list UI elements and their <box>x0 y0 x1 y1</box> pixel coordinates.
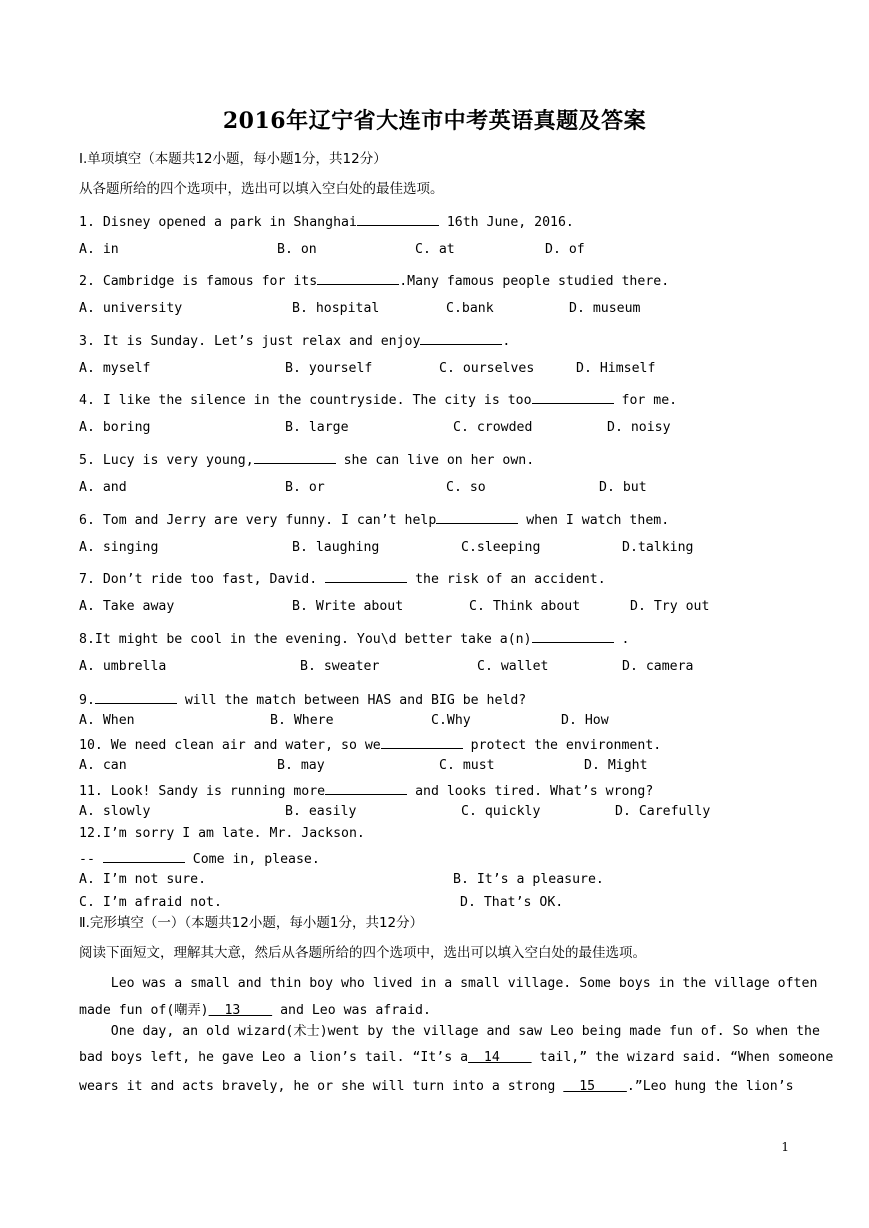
question-4 <box>79 389 677 410</box>
question-text: .Many famous people studied there. <box>399 274 670 289</box>
answer-blank[interactable] <box>381 734 463 749</box>
question-10-option-c[interactable]: C. must <box>439 758 495 773</box>
answer-blank[interactable] <box>95 689 177 704</box>
question-10-option-a[interactable]: A. can <box>79 758 127 773</box>
question-text: 8.It might be cool in the evening. You\d better take a(n) <box>79 632 532 647</box>
question-text: for me. <box>613 393 678 408</box>
q12-dash: -- <box>79 852 103 867</box>
answer-blank[interactable] <box>254 449 336 464</box>
question-11-option-b[interactable]: B. easily <box>285 804 357 819</box>
question-3-option-d[interactable]: D. Himself <box>576 361 656 376</box>
section2-instruction: 阅读下面短文，理解其大意，然后从各题所给的四个选项中，选出可以填入空白处的最佳选项。 <box>79 945 646 961</box>
question-text: 9. <box>79 693 95 708</box>
question-text: will the match between HAS and BIG be held? <box>176 693 527 708</box>
question-text: 4. I like the silence in the countryside. The city is too <box>79 393 532 408</box>
section1-heading: Ⅰ.单项填空（本题共12小题，每小题1分，共12分） <box>79 151 387 167</box>
passage-blank-15[interactable]: 15 <box>563 1079 627 1094</box>
q12-line1: 12.I’m sorry I am late. Mr. Jackson. <box>79 826 365 841</box>
question-text: 5. Lucy is very young, <box>79 453 254 468</box>
question-6-option-c[interactable]: C.sleeping <box>461 540 541 555</box>
answer-blank[interactable] <box>436 509 518 524</box>
question-5 <box>79 449 534 470</box>
question-8-option-b[interactable]: B. sweater <box>300 659 380 674</box>
question-3-option-b[interactable]: B. yourself <box>285 361 373 376</box>
question-text: 10. We need clean air and water, so we <box>79 738 381 753</box>
passage-text: .”Leo hung the lion’s <box>626 1079 794 1094</box>
question-11-option-a[interactable]: A. slowly <box>79 804 151 819</box>
question-10 <box>79 734 661 755</box>
question-4-option-d[interactable]: D. noisy <box>607 420 671 435</box>
question-11-option-c[interactable]: C. quickly <box>461 804 541 819</box>
question-text: 7. Don’t ride too fast, David. <box>79 572 326 587</box>
question-9-option-d[interactable]: D. How <box>561 713 609 728</box>
question-2-option-a[interactable]: A. university <box>79 301 183 316</box>
question-3-option-a[interactable]: A. myself <box>79 361 151 376</box>
question-10-option-b[interactable]: B. may <box>277 758 325 773</box>
answer-blank[interactable] <box>357 211 439 226</box>
section2-heading: Ⅱ.完形填空（一）（本题共12小题，每小题1分，共12分） <box>79 915 424 931</box>
page-number: 1 <box>781 1140 789 1154</box>
question-9 <box>79 689 526 710</box>
question-7-option-b[interactable]: B. Write about <box>292 599 404 614</box>
question-text: 11. Look! Sandy is running more <box>79 784 326 799</box>
question-2-option-b[interactable]: B. hospital <box>292 301 380 316</box>
answer-blank[interactable] <box>325 568 407 583</box>
question-3-option-c[interactable]: C. ourselves <box>439 361 535 376</box>
question-1-option-b[interactable]: B. on <box>277 242 317 257</box>
q12-option-c[interactable]: C. I’m afraid not. <box>79 895 222 910</box>
question-5-option-b[interactable]: B. or <box>285 480 325 495</box>
question-text: the risk of an accident. <box>407 572 606 587</box>
passage-p1-line1: Leo was a small and thin boy who lived in a small village. Some boys in the village often <box>79 976 818 991</box>
q12-line2-rest: Come in, please. <box>184 852 320 867</box>
q12-blank[interactable] <box>103 848 185 863</box>
question-1-option-c[interactable]: C. at <box>415 242 455 257</box>
question-7-option-d[interactable]: D. Try out <box>630 599 710 614</box>
question-7-option-a[interactable]: A. Take away <box>79 599 175 614</box>
answer-blank[interactable] <box>420 330 502 345</box>
question-2-option-d[interactable]: D. museum <box>569 301 641 316</box>
question-9-option-a[interactable]: A. When <box>79 713 135 728</box>
question-10-option-d[interactable]: D. Might <box>584 758 648 773</box>
question-6-option-a[interactable]: A. singing <box>79 540 159 555</box>
question-6-option-d[interactable]: D.talking <box>622 540 694 555</box>
passage-text: tail,” the wizard said. “When someone <box>531 1050 834 1065</box>
question-11-option-d[interactable]: D. Carefully <box>615 804 711 819</box>
question-text: protect the environment. <box>462 738 662 753</box>
question-6 <box>79 509 669 530</box>
question-1-option-d[interactable]: D. of <box>545 242 585 257</box>
question-text: 3. It is Sunday. Let’s just relax and enjoy <box>79 334 421 349</box>
question-3 <box>79 330 510 351</box>
passage-text: and Leo was afraid. <box>272 1003 431 1018</box>
question-8-option-c[interactable]: C. wallet <box>477 659 549 674</box>
answer-blank[interactable] <box>532 389 614 404</box>
question-8-option-a[interactable]: A. umbrella <box>79 659 167 674</box>
document-title: 2016年辽宁省大连市中考英语真题及答案 <box>222 108 647 134</box>
question-2-option-c[interactable]: C.bank <box>446 301 494 316</box>
question-8 <box>79 628 629 649</box>
question-11 <box>79 780 653 801</box>
answer-blank[interactable] <box>532 628 614 643</box>
question-text: and looks tired. What’s wrong? <box>407 784 654 799</box>
answer-blank[interactable] <box>317 270 399 285</box>
question-5-option-d[interactable]: D. but <box>599 480 647 495</box>
question-1 <box>79 211 574 232</box>
passage-text: made fun of(嘲弄) <box>79 1003 209 1018</box>
question-5-option-c[interactable]: C. so <box>446 480 486 495</box>
question-text: 2. Cambridge is famous for its <box>79 274 318 289</box>
answer-blank[interactable] <box>325 780 407 795</box>
q12-option-a[interactable]: A. I’m not sure. <box>79 872 207 887</box>
q12-option-d[interactable]: D. That’s OK. <box>460 895 564 910</box>
question-text: . <box>502 334 511 349</box>
passage-p2-line1: One day, an old wizard(术士)went by the village and saw Leo being made fun of. So when the <box>79 1024 820 1039</box>
question-6-option-b[interactable]: B. laughing <box>292 540 380 555</box>
question-1-option-a[interactable]: A. in <box>79 242 119 257</box>
question-4-option-b[interactable]: B. large <box>285 420 349 435</box>
question-text: 16th June, 2016. <box>438 215 574 230</box>
question-7-option-c[interactable]: C. Think about <box>469 599 581 614</box>
passage-blank-14[interactable]: 14 <box>468 1050 532 1065</box>
q12-line2 <box>79 848 320 869</box>
question-text: she can live on her own. <box>335 453 535 468</box>
question-7 <box>79 568 606 589</box>
question-2 <box>79 270 669 291</box>
question-text: . <box>613 632 630 647</box>
question-4-option-a[interactable]: A. boring <box>79 420 151 435</box>
passage-blank-13[interactable]: 13 <box>208 1003 273 1018</box>
passage-text: wears it and acts bravely, he or she will turn into a strong <box>79 1079 564 1094</box>
question-9-option-c[interactable]: C.Why <box>431 713 471 728</box>
question-text: 1. Disney opened a park in Shanghai <box>79 215 357 230</box>
question-9-option-b[interactable]: B. Where <box>270 713 334 728</box>
passage-p1-line2 <box>79 999 791 1018</box>
passage-p2-line2 <box>79 1050 834 1065</box>
q12-option-b[interactable]: B. It’s a pleasure. <box>453 872 604 887</box>
question-text: 6. Tom and Jerry are very funny. I can’t help <box>79 513 437 528</box>
question-text: when I watch them. <box>518 513 670 528</box>
question-4-option-c[interactable]: C. crowded <box>453 420 533 435</box>
passage-text: bad boys left, he gave Leo a lion’s tail. “It’s a <box>79 1050 469 1065</box>
question-5-option-a[interactable]: A. and <box>79 480 127 495</box>
passage-p2-line3 <box>79 1079 794 1094</box>
section1-instruction: 从各题所给的四个选项中，选出可以填入空白处的最佳选项。 <box>79 181 444 197</box>
question-8-option-d[interactable]: D. camera <box>622 659 694 674</box>
